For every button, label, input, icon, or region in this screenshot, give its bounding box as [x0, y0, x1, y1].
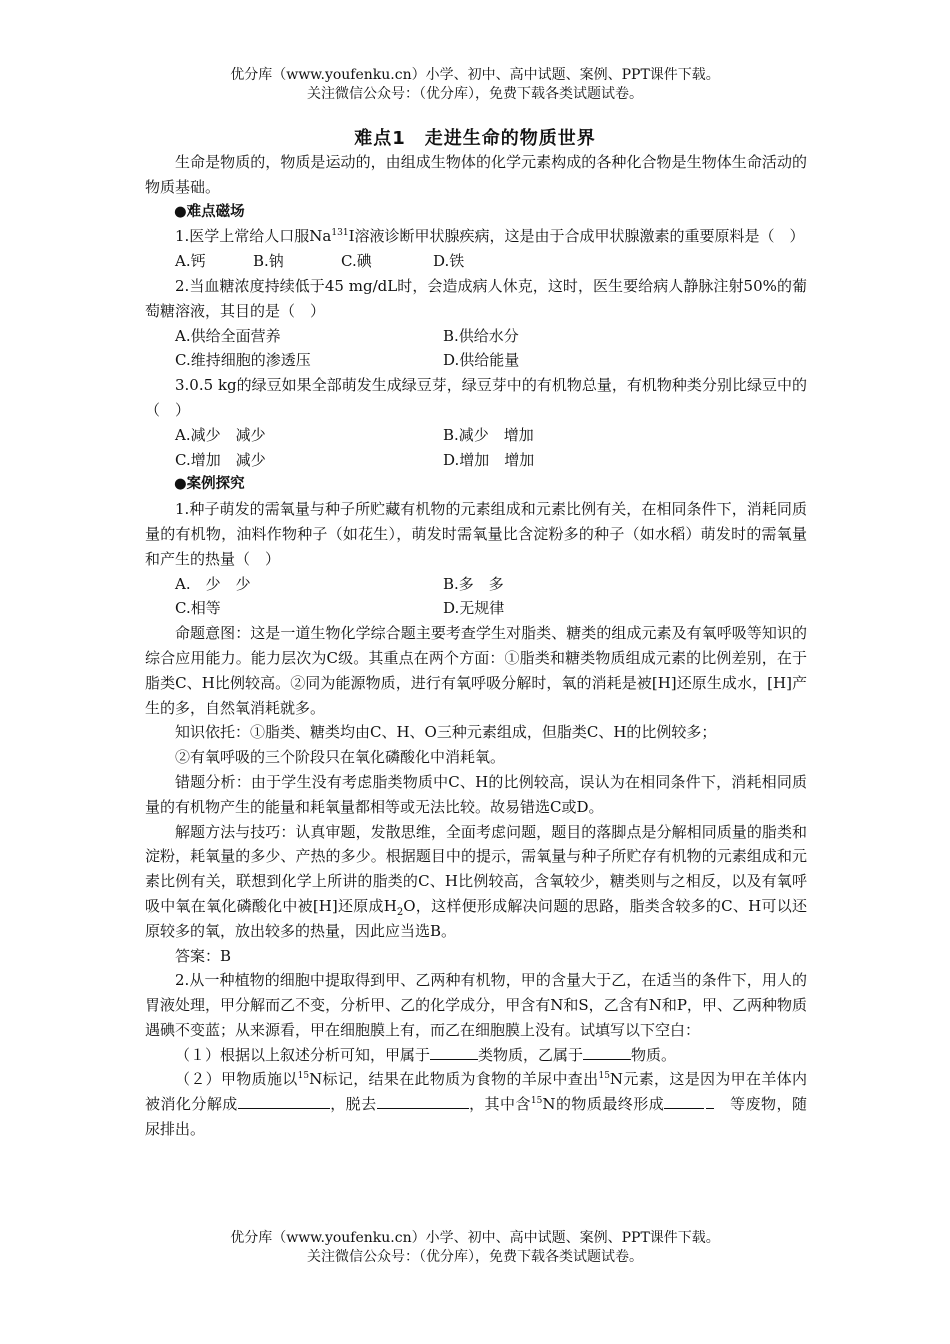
option-d: D.无规律	[443, 599, 505, 618]
option-c: C.碘	[341, 252, 372, 271]
option-b: B.多 多	[443, 574, 504, 593]
option-a: A. 少 少	[175, 574, 251, 593]
case-1-options-row-1	[145, 572, 807, 597]
page-header	[0, 66, 950, 104]
case-1-basis-2: ②有氧呼吸的三个阶段只在氧化磷酸化中消耗氧。	[175, 748, 506, 767]
blank-5-tail	[706, 1092, 714, 1109]
question-3-options-row-1	[145, 423, 807, 448]
blank-4	[377, 1092, 469, 1109]
case-1-intent: 命题意图：这是一道生物化学综合题主要考查学生对脂类、糖类的组成元素及有氧呼吸等知识的综合应用能力。能力层次为C级。其重点在两个方面：①脂类和糖类物质组成元素的比例差别，在于脂类C、H比例较高。②同为能源物质，进行有氧呼吸分解时，氧的消耗是被[H]还原生成水，[H]产生的多，自然氧消耗就多。	[145, 624, 807, 717]
case-1-method: 解题方法与技巧：认真审题，发散思维，全面考虑问题，题目的落脚点是分解相同质量的脂类和淀粉，耗氧量的多少、产热的多少。根据题目中的提示，需氧量与种子所贮存有机物的元素组成和元素比例有关，联想到化学上所讲的脂类的C、H比例较高，含氧较少，糖类则与之相反，以及有氧呼吸中氧在氧化磷酸化中被[H]还原成$H_2O$，这样便形成解决问题的思路，脂类含较多的C、H可以还原较多的氧，放出较多的热量，因此应当选B。	[145, 822, 807, 940]
option-c: C.相等	[175, 599, 221, 618]
blank-3	[238, 1092, 330, 1109]
question-1-options	[145, 249, 807, 274]
case-1-options-row-2	[145, 596, 807, 621]
page-title: 难点1 走进生命的物质世界	[354, 128, 596, 149]
case-2-part-1: （１）根据以上叙述分析可知，甲属于 类物质，乙属于 物质。	[145, 1043, 807, 1068]
option-a: A.减少 减少	[175, 425, 266, 444]
footer-line-1: 优分库（www.youfenku.cn）小学、初中、高中试题、案例、PPT课件下载。	[230, 1230, 720, 1246]
question-2-options-row-1	[145, 324, 807, 349]
section-heading-practice: ●难点磁场	[174, 203, 245, 220]
option-b: B.钠	[253, 252, 284, 271]
question-3: 3.0.5 kg的绿豆如果全部萌发生成绿豆芽，绿豆芽中的有机物总量，有机物种类分别比绿豆中的（ ）	[145, 376, 807, 419]
option-a: A.钙	[175, 252, 206, 271]
page-footer	[0, 1229, 950, 1267]
option-d: D.增加 增加	[443, 450, 535, 469]
blank-5	[664, 1092, 704, 1109]
option-d: D.铁	[433, 252, 465, 271]
question-2-options-row-2	[145, 348, 807, 373]
document-body	[145, 150, 807, 1142]
question-2: 2.当血糖浓度持续低于45 mg/dL时，会造成病人休克，这时，医生要给病人静脉注射50%的葡萄糖溶液，其目的是（ ）	[145, 276, 807, 320]
blank-2	[583, 1043, 631, 1060]
case-2-question: 2.从一种植物的细胞中提取得到甲、乙两种有机物，甲的含量大于乙，在适当的条件下，用人的胃液处理，甲分解而乙不变，分析甲、乙的化学成分，甲含有N和S，乙含有N和P，甲、乙两种物质遇碘不变蓝；从来源看，甲在细胞膜上有，而乙在细胞膜上没有。试填写以下空白：	[145, 971, 807, 1039]
option-c: C.维持细胞的渗透压	[175, 351, 311, 370]
blank-1	[430, 1043, 478, 1060]
question-3-options-row-2	[145, 448, 807, 473]
question-1: 1.医学上常给人口服Na$^{131}$I溶液诊断甲状腺疾病，这是由于合成甲状腺激素的重要原料是（ ）	[175, 227, 805, 246]
case-1-error-analysis: 错题分析：由于学生没有考虑脂类物质中C、H的比例较高，误认为在相同条件下，消耗相同质量的有机物产生的能量和耗氧量都相等或无法比较。故易错选C或D。	[145, 772, 807, 816]
option-d: D.供给能量	[443, 351, 520, 370]
case-1-question: 1.种子萌发的需氧量与种子所贮藏有机物的元素组成和元素比例有关，在相同条件下，消耗同质量的有机物，油料作物种子（如花生），萌发时需氧量比含淀粉多的种子（如水稻）萌发时的需氧量和产生的热量（ ）	[145, 500, 807, 568]
option-b: B.供给水分	[443, 326, 519, 345]
header-line-1: 优分库（www.youfenku.cn）小学、初中、高中试题、案例、PPT课件下载。	[230, 67, 720, 83]
footer-line-2: 关注微信公众号：（优分库），免费下载各类试题试卷。	[307, 1249, 643, 1265]
case-2-part-2: （２）甲物质施以$^{15}$N标记，结果在此物质为食物的羊尿中查出$^{15}$N元素，这是因为甲在羊体内被消化分解成 ，脱去 ，其中含$^{15}$N的物质最终形成 等废物，随尿排出。	[145, 1070, 807, 1139]
option-a: A.供给全面营养	[175, 326, 281, 345]
option-c: C.增加 减少	[175, 450, 266, 469]
section-heading-cases: ●案例探究	[174, 476, 245, 493]
intro-paragraph: 生命是物质的，物质是运动的，由组成生物体的化学元素构成的各种化合物是生物体生命活动的物质基础。	[145, 153, 807, 196]
case-1-basis-1: 知识依托：①脂类、糖类均由C、H、O三种元素组成，但脂类C、H的比例较多；	[175, 723, 717, 742]
option-b: B.减少 增加	[443, 425, 534, 444]
header-line-2: 关注微信公众号：（优分库），免费下载各类试题试卷。	[307, 86, 643, 102]
case-1-answer: 答案：B	[175, 946, 232, 965]
